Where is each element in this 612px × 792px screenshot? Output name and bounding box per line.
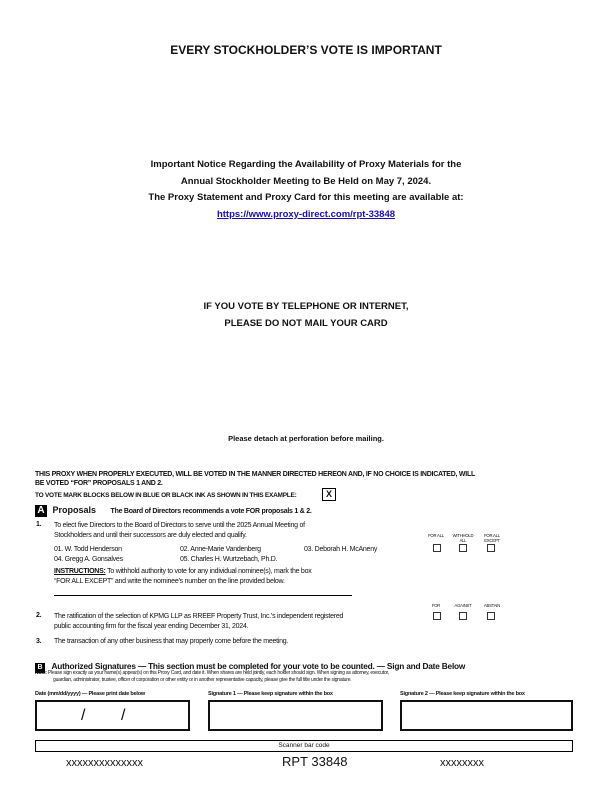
nominee: 01. W. Todd Henderson bbox=[54, 546, 122, 553]
proposal-number: 1. bbox=[36, 521, 42, 528]
for-all-except-checkbox[interactable] bbox=[487, 544, 495, 552]
section-a-subtitle: The Board of Directors recommends a vote FOR proposals 1 & 2. bbox=[110, 508, 312, 515]
note-text: Please sign exactly as your name(s) appear(s) on this Proxy Card, and date it. When shares are held jointly, each holder should sign. When signing as attorney, executor, bbox=[46, 670, 389, 676]
instructions bbox=[54, 567, 311, 587]
proposal-2-against-checkbox[interactable] bbox=[459, 612, 467, 620]
proposal-line: To elect five Directors to the Board of Directors to serve until the 2025 Annual Meeting of bbox=[54, 522, 305, 529]
scanner-bar-code: Scanner bar code bbox=[35, 740, 573, 752]
page-title: EVERY STOCKHOLDER’S VOTE IS IMPORTANT bbox=[170, 43, 442, 57]
option-label: FOR ALL bbox=[428, 533, 444, 538]
proposal-number: 3. bbox=[36, 638, 42, 645]
signature-2-input[interactable] bbox=[400, 700, 573, 731]
section-a-header bbox=[35, 505, 312, 517]
proposal-1-text bbox=[54, 521, 305, 541]
proposal-line: The ratification of the selection of KPMG LLP as RREEF Property Trust, Inc.’s independent registered bbox=[54, 613, 344, 620]
footer-code-left: xxxxxxxxxxxxxx bbox=[66, 757, 143, 769]
date-separator: / bbox=[81, 707, 86, 724]
option-label: ABSTAIN bbox=[483, 603, 501, 608]
notice-line: Annual Stockholder Meeting to Be Held on May 7, 2024. bbox=[180, 175, 432, 187]
footer-code-right: xxxxxxxx bbox=[440, 757, 484, 769]
example-mark-box: X bbox=[322, 488, 336, 501]
date-separator: / bbox=[121, 707, 126, 724]
proposal-line: public accounting firm for the fiscal year ending December 31, 2024. bbox=[54, 623, 249, 630]
note-label: Note: bbox=[35, 670, 47, 676]
proxy-materials-link[interactable]: https://www.proxy-direct.com/rpt-33848 bbox=[216, 208, 396, 220]
signature-1-label: Signature 1 — Please keep signature within the box bbox=[208, 691, 333, 697]
option-label: FOR bbox=[431, 603, 441, 608]
signing-note bbox=[35, 670, 389, 684]
section-a-tag: A bbox=[35, 505, 47, 517]
notice-line: The Proxy Statement and Proxy Card for this meeting are available at: bbox=[148, 192, 464, 203]
proposal-2-abstain-checkbox[interactable] bbox=[487, 612, 495, 620]
detach-notice: Please detach at perforation before mailing. bbox=[228, 434, 384, 443]
proposal-3-text: The transaction of any other business that may properly come before the meeting. bbox=[54, 638, 289, 645]
phone-notice-line: PLEASE DO NOT MAIL YOUR CARD bbox=[224, 318, 388, 329]
section-a-title: Proposals bbox=[52, 505, 97, 515]
proxy-statement bbox=[35, 470, 475, 488]
proxy-line: BE VOTED “FOR” PROPOSALS 1 AND 2. bbox=[35, 480, 163, 487]
instructions-text: “FOR ALL EXCEPT” and write the nominee’s number on the line provided below. bbox=[54, 578, 285, 585]
signature-1-input[interactable] bbox=[208, 700, 383, 731]
proposal-number: 2. bbox=[36, 612, 42, 619]
nominee-exception-line[interactable] bbox=[54, 595, 352, 596]
nominee: 04. Gregg A. Gonsalves bbox=[54, 556, 123, 563]
date-input[interactable] bbox=[35, 700, 190, 731]
signature-2-label: Signature 2 — Please keep signature within the box bbox=[400, 691, 525, 697]
nominee: 05. Charles H. Wurtzebach, Ph.D. bbox=[180, 556, 278, 563]
note-text: guardian, administrator, trustee, officer of corporation or other entity or in another representative capacity, please give the full title under the signature. bbox=[53, 677, 352, 683]
notice-line: Important Notice Regarding the Availability of Proxy Materials for the bbox=[150, 159, 462, 170]
date-label: Date (mm/dd/yyyy) — Please print date below bbox=[35, 691, 145, 697]
section-b-title: Authorized Signatures — This section must be completed for your vote to be counted. — Sign and Date Below bbox=[51, 661, 466, 671]
proposal-line: Stockholders and until their successors are duly elected and qualify. bbox=[54, 532, 247, 539]
option-label: WITHHOLD ALL bbox=[452, 533, 474, 543]
mark-instructions: TO VOTE MARK BLOCKS BELOW IN BLUE OR BLACK INK AS SHOWN IN THIS EXAMPLE: bbox=[35, 492, 297, 499]
section-b-tag: B bbox=[35, 663, 45, 673]
for-all-checkbox[interactable] bbox=[433, 544, 441, 552]
instructions-text: To withhold authority to vote for any individual nominee(s), mark the box bbox=[105, 568, 312, 575]
nominee: 03. Deborah H. McAneny bbox=[304, 546, 378, 553]
instructions-label: INSTRUCTIONS: bbox=[54, 568, 106, 575]
option-label: FOR ALL EXCEPT bbox=[484, 533, 500, 543]
proxy-notice bbox=[0, 157, 612, 223]
proposal-2-text bbox=[54, 612, 343, 632]
option-label: AGAINST bbox=[454, 603, 472, 608]
nominee: 02. Anne-Marie Vandenberg bbox=[180, 546, 261, 553]
phone-notice-line: IF YOU VOTE BY TELEPHONE OR INTERNET, bbox=[203, 301, 409, 312]
withhold-all-checkbox[interactable] bbox=[459, 544, 467, 552]
phone-notice bbox=[0, 298, 612, 332]
footer-code-center: RPT 33848 bbox=[282, 754, 348, 769]
proposal-2-for-checkbox[interactable] bbox=[433, 612, 441, 620]
proxy-line: THIS PROXY WHEN PROPERLY EXECUTED, WILL BE VOTED IN THE MANNER DIRECTED HEREON AND, IF NO CHOICE IS INDICATED, WILL bbox=[35, 471, 476, 478]
